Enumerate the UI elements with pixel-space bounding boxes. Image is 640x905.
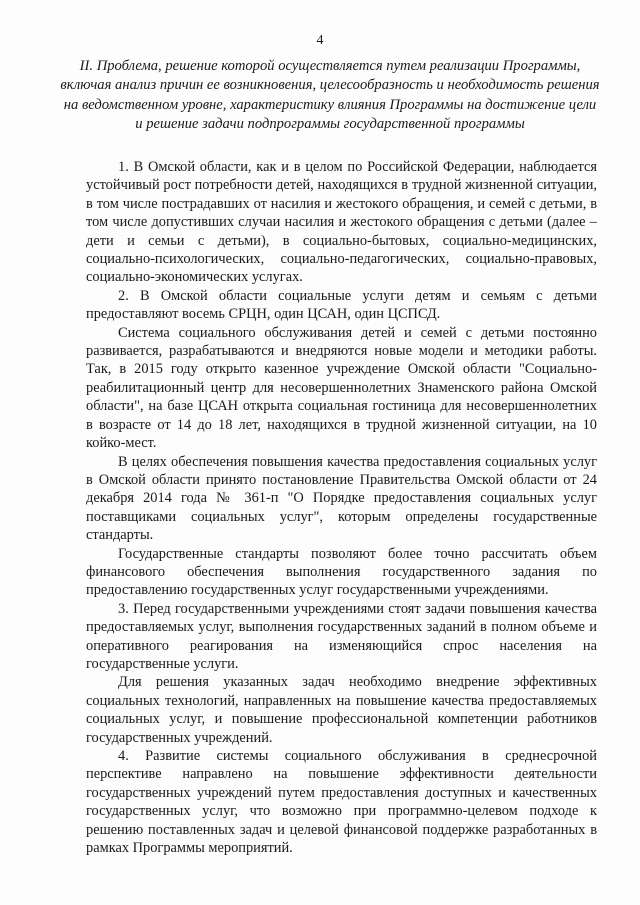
page-number: 4	[316, 33, 324, 48]
paragraph-5: Государственные стандарты позволяют более точно рассчитать объем финансового обеспечения выполнения государственного задания по предоставлению государственных услуг государственными учреждениями.	[86, 545, 597, 599]
paragraph-8: 4. Развитие системы социального обслуживания в среднесрочной перспективе направлено на повышение эффективности деятельности государственных учреждений путем предоставления доступных и качественных государственных услуг, что возможно при программно-целевом подходе к решению поставленных задач и целевой финансовой поддержке разработанных в рамках Программы мероприятий.	[86, 748, 597, 857]
section-heading: II. Проблема, решение которой осуществляется путем реализации Программы, включая анализ причин ее возникновения, целесообразность и необходимость решения на ведомственном уровне, характеристику влияния Программы на достижение цели и решение задачи подпрограммы государственной программы	[60, 58, 600, 133]
paragraph-7: Для решения указанных задач необходимо внедрение эффективных социальных технологий, направленных на повышение качества предоставляемых социальных услуг, и повышение профессиональной компетенции работников государственных учреждений.	[86, 674, 597, 746]
paragraph-4: В целях обеспечения повышения качества предоставления социальных услуг в Омской области принято постановление Правительства Омской области от 24 декабря 2014 года № 361-п "О Порядке предоставления социальных услуг поставщиками социальных услуг", которым определены государственные стандарты.	[86, 453, 597, 544]
paragraph-6: 3. Перед государственными учреждениями стоят задачи повышения качества предоставляемых услуг, выполнения государственных заданий в полном объеме и оперативного реагирования на изменяющийся спрос населения на государственные услуги.	[86, 600, 597, 672]
paragraph-3: Система социального обслуживания детей и семей с детьми постоянно развивается, разрабатываются и внедряются новые модели и методики работы. Так, в 2015 году открыто казенное учреждение Омской области "Социально-реабилитационный центр для несовершеннолетних Знаменского района Омской области", на базе ЦСАН открыта социальная гостиница для несовершеннолетних в возрасте от 14 до 18 лет, находящихся в трудной жизненной ситуации, на 10 койко-мест.	[86, 324, 597, 452]
paragraph-1: 1. В Омской области, как и в целом по Российской Федерации, наблюдается устойчивый рост потребности детей, находящихся в трудной жизненной ситуации, в том числе пострадавших от насилия и жестокого обращения, и семей с детьми, в том числе допустивших случаи насилия и жестокого обращения с детьми (далее – дети и семьи с детьми), в социально-бытовых, социально-медицинских, социально-психологических, социально-педагогических, социально-правовых, социально-экономических услугах.	[86, 159, 597, 286]
paragraph-2: 2. В Омской области социальные услуги детям и семьям с детьми предоставляют восемь СРЦН, один ЦСАН, один ЦСПСД.	[86, 287, 597, 323]
body-text	[86, 158, 597, 857]
